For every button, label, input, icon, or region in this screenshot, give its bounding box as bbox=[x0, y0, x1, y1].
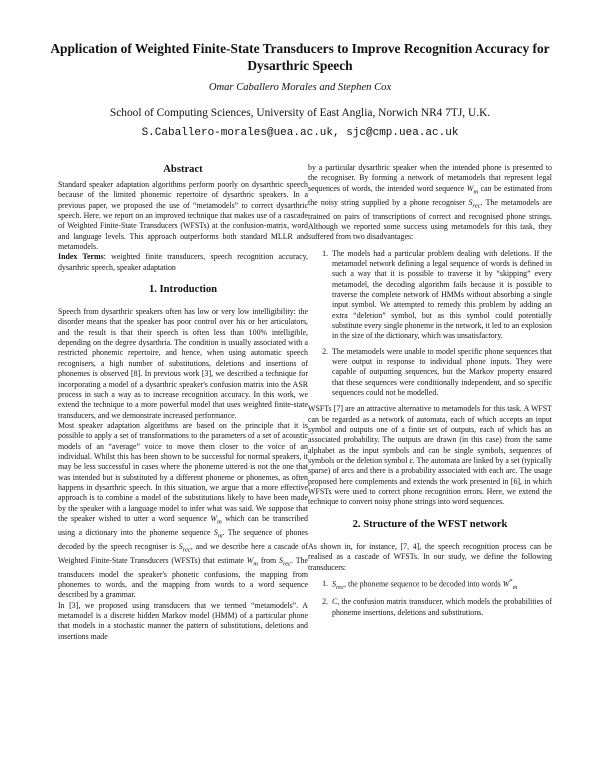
intro-paragraph-2: Most speaker adaptation algorithms are based on the principle that it is possible to apply a set of transformations to the parameters of a set of acoustic models of an “average” voice to move them closer to the voice of an individual. Whilst this has been shown to be successful for normal speakers, it may be less successful in cases where the phoneme uttered is not the one that was intended but is substituted by a different phoneme or phonemes, as often happens in dysarthric speech. In this situation, we argue that a more effective approach is to combine a model of the substitutions likely to have been made by the speaker with a language model to infer what was said. We suppose that the speaker wished to utter a word sequence $W_m$ which can be transcribed using a dictionary into the phoneme sequence $S_m$. The sequence of phones decoded by the speech recogniser is $S_{rec}$, and we describe here a cascade of Weighted Finite-State Transducers (WFSTs) that estimate $W_m$ from $S_{rec}$. The transducers model the speaker's phonetic confusions, the mapping from phonemes to words, and the mapping from words to a word sequence described by a grammar. bbox=[58, 420, 309, 600]
index-terms-text: : weighted finite transducers, speech recognition accuracy, dysarthric speech, speaker adaptation bbox=[58, 252, 308, 272]
intro-paragraph-1: Speech from dysarthric speakers often has low or very low intelligibility: the disorder means that the speaker has poor control over his or her articulators, and the result is that their speech is often less than 100% intelligible, depending on the degree dysarthria. The condition is usually associated with a restricted phonemic repertoire, and hence, when using automatic speech recognisers, a high number of substitutions, deletions and insertions of phonemes is observed [8]. In previous work [3], we described a technique for incorporating a model of a dysarthric speaker's confusion matrix into the ASR process in such a way as to increase recognition accuracy. In this work, we extend the technique to a more powerful model that uses weighted finite-state transducers, and we demonstrate increased performance. bbox=[58, 307, 308, 420]
disadvantages-list bbox=[308, 249, 552, 399]
right-column bbox=[308, 163, 552, 622]
abstract-heading: Abstract bbox=[163, 164, 203, 175]
left-column bbox=[58, 163, 308, 642]
list-item: 1. The models had a particular problem dealing with deletions. If the metamodel network defining a legal sequence of words is defined in such a way that it is possible to traverse it by “skipping” every metamodel, the decoding algorithm fails because it is possible to traverse the complete network of HMMs without absorbing a single input symbol. We attempted to remedy this problem by adding an extra “deletion” symbol, but as this symbol could potentially substitute every single phoneme in the network, it led to an explosion in the size of the dictionary, which was unsatisfactory. bbox=[330, 249, 552, 342]
intro-heading: 1. Introduction bbox=[148, 284, 218, 296]
wfst-paragraph: WSFTs [7] are an attractive alternative to metamodels for this task. A WFST can be regarded as a network of automata, each of which accepts an input symbol and outputs one of a finite set of outputs, each of which has an associated probability. The outputs are drawn (in this case) from the same alphabet as the input symbols and can be single symbols, sequences of symbols or the deletion symbol ε. The automata are linked by a set (typically sparse) of arcs and there is a probability associated with each arc. The usage proposed here complements and extends the work presented in [6], in which WFSTs were used to correct phone recognition errors. Here, we extend the technique to convert noisy phone strings into word sequences. bbox=[308, 404, 552, 507]
section-2-heading: 2. Structure of the WFST network bbox=[352, 518, 508, 530]
list-item: 1. $S_{rec}$, the phoneme sequence to be decoded into words $W^*_m$ bbox=[330, 577, 552, 594]
transducers-list bbox=[308, 577, 552, 618]
list-item: 2. The metamodels were unable to model specific phone sequences that were output in response to individual phone inputs. They were capable of outputting sequences, but the Markov property ensured that these sequences were conditionally independent, and so specific sequences could not be modelled. bbox=[330, 347, 552, 399]
index-terms-label: Index Terms bbox=[58, 252, 104, 262]
paper-title: Application of Weighted Finite-State Transducers to Improve Recognition Accuracy for Dysarthric Speech bbox=[50, 41, 550, 73]
metamodel-paragraph: by a particular dysarthric speaker when the intended phone is presented to the recogniser. By forming a network of metamodels that represent legal sequences of words, the intended word sequence $W_m$ can be estimated from the noisy string supplied by a phone recogniser $S_{rec}$. The metamodels are trained on pairs of transcriptions of correct and recognised phone strings. Although we reported some success using metamodels for this task, they suffered from two disadvantages: bbox=[308, 163, 552, 242]
index-terms bbox=[58, 252, 308, 273]
affiliation: School of Computing Sciences, University of East Anglia, Norwich NR4 7TJ, U.K. bbox=[109, 107, 491, 119]
abstract-body: Standard speaker adaptation algorithms perform poorly on dysarthric speech because of the limited phonemic repertoire of dysarthric speakers. In a previous paper, we proposed the use of “metamodels” to correct dysarthric speech. Here, we report on an improved technique that makes use of a cascade of Weighted Finite-State Transducers (WFSTs) at the confusion-matrix, word and language levels. This approach outperforms both standard MLLR and metamodels. bbox=[58, 180, 308, 252]
cascade-paragraph: As shown in, for instance, [7, 4], the speech recognition process can be realised as a cascade of WFSTs. In our study, we define the following transducers: bbox=[308, 541, 552, 572]
emails: S.Caballero-morales@uea.ac.uk, sjc@cmp.uea.ac.uk bbox=[141, 127, 459, 139]
authors: Omar Caballero Morales and Stephen Cox bbox=[208, 82, 392, 93]
intro-paragraph-3: In [3], we proposed using transducers that we termed “metamodels”. A metamodel is a discrete hidden Markov model (HMM) of a particular phone that models in a stochastic manner the pattern of substitutions, deletions and insertions made bbox=[58, 600, 308, 641]
list-item: 2. C, the confusion matrix transducer, which models the probabilities of phoneme insertions, deletions and substitutions. bbox=[330, 597, 552, 618]
